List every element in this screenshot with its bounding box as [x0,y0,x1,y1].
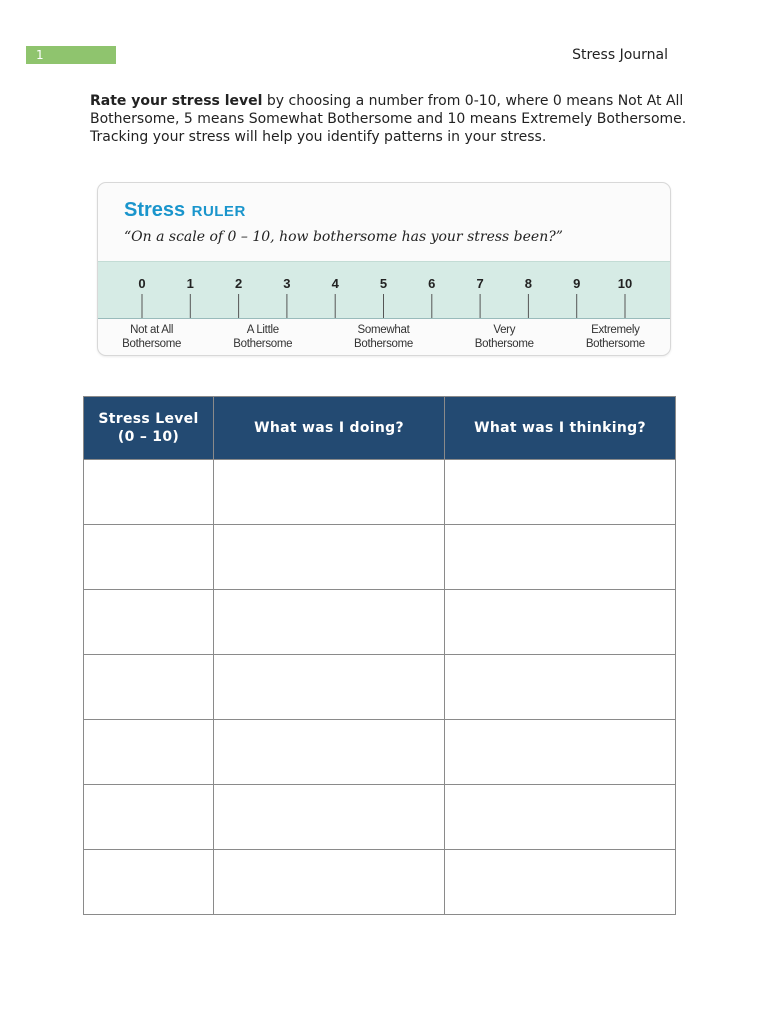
stress-ruler-number: 3 [283,276,291,291]
stress-ruler-number: 10 [617,276,633,291]
table-row [84,460,676,525]
stress-ruler-label-line1: Not at All [130,324,174,336]
stress-ruler-label-line2: Bothersome [353,338,413,350]
table-row [84,720,676,785]
column-header-stress-level [84,397,214,460]
stress-ruler-number: 5 [379,276,388,291]
table-row [84,785,676,850]
stress-level-cell[interactable] [84,850,214,915]
thinking-cell[interactable] [445,655,676,720]
column-header-doing: What was I doing? [214,397,445,460]
stress-level-cell[interactable] [84,525,214,590]
stress-level-cell[interactable] [84,785,214,850]
stress-ruler-label-line2: Bothersome [585,338,645,350]
stress-ruler-number: 9 [573,276,581,291]
stress-journal-table [83,396,676,915]
thinking-cell[interactable] [445,785,676,850]
thinking-cell[interactable] [445,590,676,655]
doing-cell[interactable] [214,850,445,915]
instructions-text: by choosing a number from 0-10, where 0 means Not At All Bothersome, 5 means Somewhat Bothersome and 10 means Extremely Bothersome. Tracking your stress will help you identify patterns in your stress. [90,93,687,145]
stress-ruler-scale-graphic [98,262,671,318]
stress-ruler-label [107,323,197,351]
doing-cell[interactable] [214,785,445,850]
stress-ruler-labels [98,321,670,353]
stress-ruler-card [97,182,671,356]
table-row [84,525,676,590]
stress-ruler-label-line1: Very [493,324,516,336]
doing-cell[interactable] [214,655,445,720]
table-row [84,590,676,655]
stress-ruler-number: 1 [186,276,194,291]
doing-cell[interactable] [214,460,445,525]
doing-cell[interactable] [214,720,445,785]
stress-ruler-label [459,323,549,351]
stress-ruler-number: 6 [428,276,436,291]
stress-ruler-label-line1: Somewhat [357,324,410,336]
stress-ruler-number: 2 [234,276,243,291]
stress-level-cell[interactable] [84,590,214,655]
table-row [84,850,676,915]
doing-cell[interactable] [214,525,445,590]
stress-ruler-label-line2: Bothersome [474,338,534,350]
thinking-cell[interactable] [445,850,676,915]
thinking-cell[interactable] [445,525,676,590]
stress-ruler-title-main: Stress [124,199,186,221]
stress-level-cell[interactable] [84,720,214,785]
column-header-stress-level-line1: Stress Level [98,411,199,427]
stress-ruler-label-line2: Bothersome [122,338,182,350]
thinking-cell[interactable] [445,460,676,525]
stress-level-cell[interactable] [84,655,214,720]
stress-ruler-number: 4 [331,276,339,291]
document-header-title: Stress Journal [572,47,668,63]
instructions-paragraph [90,92,690,146]
thinking-cell[interactable] [445,720,676,785]
stress-level-cell[interactable] [84,460,214,525]
stress-ruler-label [218,323,308,351]
doing-cell[interactable] [214,590,445,655]
stress-ruler-label-line1: A Little [246,324,279,336]
stress-ruler-number: 8 [524,276,533,291]
stress-ruler-label-line2: Bothersome [233,338,293,350]
stress-ruler-label [339,323,429,351]
stress-ruler-title [124,199,246,222]
stress-ruler-label-line1: Extremely [591,324,640,336]
stress-ruler-scale [98,261,670,319]
column-header-stress-level-line2: (0 – 10) [117,429,180,445]
table-row [84,655,676,720]
stress-ruler-question: “On a scale of 0 – 10, how bothersome has your stress been?” [124,229,563,245]
stress-ruler-number: 7 [476,276,484,291]
instructions-bold-lead: Rate your stress level [90,93,263,109]
stress-ruler-label [570,323,660,351]
table-header-row [84,397,676,460]
stress-ruler-number: 0 [138,276,146,291]
page-number: 1 [36,48,44,62]
page-number-badge [26,46,116,64]
stress-ruler-title-sub: RULER [191,203,246,220]
column-header-thinking: What was I thinking? [445,397,676,460]
